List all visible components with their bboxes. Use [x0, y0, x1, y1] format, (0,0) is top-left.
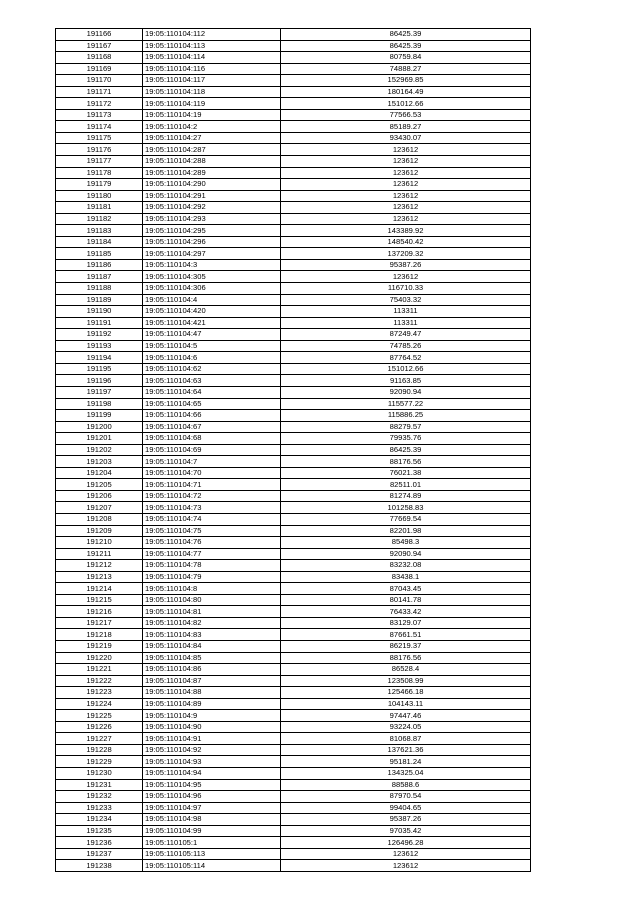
table-row [56, 29, 531, 41]
row-number-cell: 191198 [56, 398, 143, 410]
row-number-cell: 191222 [56, 675, 143, 687]
row-number-cell: 191191 [56, 317, 143, 329]
table-row [56, 306, 531, 318]
cadastral-number-cell: 19:05:110104:119 [143, 98, 281, 110]
value-cell: 80141.78 [281, 594, 531, 606]
value-cell: 95387.26 [281, 814, 531, 826]
cadastral-number-cell: 19:05:110104:8 [143, 583, 281, 595]
cadastral-number-cell: 19:05:110104:112 [143, 29, 281, 41]
cadastral-number-cell: 19:05:110104:90 [143, 721, 281, 733]
value-cell: 85498.3 [281, 537, 531, 549]
row-number-cell: 191186 [56, 259, 143, 271]
value-cell: 74785.26 [281, 340, 531, 352]
row-number-cell: 191176 [56, 144, 143, 156]
cadastral-number-cell: 19:05:110104:3 [143, 259, 281, 271]
cadastral-number-cell: 19:05:110104:296 [143, 236, 281, 248]
row-number-cell: 191173 [56, 109, 143, 121]
table-row [56, 248, 531, 260]
value-cell: 151012.66 [281, 98, 531, 110]
cadastral-number-cell: 19:05:110104:84 [143, 640, 281, 652]
row-number-cell: 191172 [56, 98, 143, 110]
cadastral-number-cell: 19:05:110105:114 [143, 860, 281, 872]
value-cell: 123612 [281, 202, 531, 214]
value-cell: 88588.6 [281, 779, 531, 791]
table-row [56, 259, 531, 271]
cadastral-number-cell: 19:05:110104:420 [143, 306, 281, 318]
value-cell: 82511.01 [281, 479, 531, 491]
row-number-cell: 191181 [56, 202, 143, 214]
table-row [56, 190, 531, 202]
cadastral-number-cell: 19:05:110104:65 [143, 398, 281, 410]
value-cell: 137209.32 [281, 248, 531, 260]
row-number-cell: 191234 [56, 814, 143, 826]
value-cell: 87043.45 [281, 583, 531, 595]
value-cell: 148540.42 [281, 236, 531, 248]
value-cell: 115577.22 [281, 398, 531, 410]
table-row [56, 814, 531, 826]
value-cell: 104143.11 [281, 698, 531, 710]
table-row [56, 363, 531, 375]
value-cell: 80759.84 [281, 52, 531, 64]
table-row [56, 421, 531, 433]
table-row [56, 444, 531, 456]
row-number-cell: 191175 [56, 132, 143, 144]
row-number-cell: 191168 [56, 52, 143, 64]
row-number-cell: 191190 [56, 306, 143, 318]
row-number-cell: 191214 [56, 583, 143, 595]
table-row [56, 340, 531, 352]
cadastral-number-cell: 19:05:110104:89 [143, 698, 281, 710]
cadastral-number-cell: 19:05:110104:83 [143, 629, 281, 641]
row-number-cell: 191202 [56, 444, 143, 456]
cadastral-number-cell: 19:05:110104:98 [143, 814, 281, 826]
row-number-cell: 191226 [56, 721, 143, 733]
row-number-cell: 191235 [56, 825, 143, 837]
table-row [56, 687, 531, 699]
row-number-cell: 191184 [56, 236, 143, 248]
row-number-cell: 191192 [56, 329, 143, 341]
row-number-cell: 191221 [56, 664, 143, 676]
table-row [56, 75, 531, 87]
row-number-cell: 191211 [56, 548, 143, 560]
row-number-cell: 191177 [56, 156, 143, 168]
row-number-cell: 191183 [56, 225, 143, 237]
value-cell: 86528.4 [281, 664, 531, 676]
table-row [56, 121, 531, 133]
value-cell: 81274.89 [281, 490, 531, 502]
value-cell: 123612 [281, 167, 531, 179]
row-number-cell: 191207 [56, 502, 143, 514]
table-row [56, 710, 531, 722]
cadastral-number-cell: 19:05:110104:117 [143, 75, 281, 87]
table-row [56, 433, 531, 445]
row-number-cell: 191200 [56, 421, 143, 433]
table-row [56, 837, 531, 849]
cadastral-number-cell: 19:05:110104:96 [143, 791, 281, 803]
cadastral-number-cell: 19:05:110104:85 [143, 652, 281, 664]
table-row [56, 109, 531, 121]
row-number-cell: 191206 [56, 490, 143, 502]
value-cell: 86425.39 [281, 40, 531, 52]
cadastral-number-cell: 19:05:110104:80 [143, 594, 281, 606]
table-row [56, 791, 531, 803]
value-cell: 115886.25 [281, 410, 531, 422]
cadastral-number-cell: 19:05:110104:78 [143, 560, 281, 572]
cadastral-number-cell: 19:05:110104:19 [143, 109, 281, 121]
cadastral-number-cell: 19:05:110104:5 [143, 340, 281, 352]
cadastral-number-cell: 19:05:110104:292 [143, 202, 281, 214]
cadastral-number-cell: 19:05:110104:118 [143, 86, 281, 98]
value-cell: 123612 [281, 848, 531, 860]
cadastral-number-cell: 19:05:110104:113 [143, 40, 281, 52]
row-number-cell: 191195 [56, 363, 143, 375]
row-number-cell: 191225 [56, 710, 143, 722]
value-cell: 93224.05 [281, 721, 531, 733]
row-number-cell: 191217 [56, 617, 143, 629]
table-row [56, 744, 531, 756]
cadastral-number-cell: 19:05:110104:305 [143, 271, 281, 283]
cadastral-number-cell: 19:05:110104:63 [143, 375, 281, 387]
row-number-cell: 191174 [56, 121, 143, 133]
table-row [56, 583, 531, 595]
cadastral-number-cell: 19:05:110104:297 [143, 248, 281, 260]
row-number-cell: 191180 [56, 190, 143, 202]
cadastral-number-cell: 19:05:110104:69 [143, 444, 281, 456]
cadastral-number-cell: 19:05:110104:64 [143, 386, 281, 398]
table-row [56, 606, 531, 618]
cadastral-number-cell: 19:05:110104:88 [143, 687, 281, 699]
value-cell: 97035.42 [281, 825, 531, 837]
row-number-cell: 191236 [56, 837, 143, 849]
cadastral-number-cell: 19:05:110104:95 [143, 779, 281, 791]
table-row [56, 202, 531, 214]
table-row [56, 213, 531, 225]
row-number-cell: 191187 [56, 271, 143, 283]
value-cell: 93430.07 [281, 132, 531, 144]
value-cell: 81068.87 [281, 733, 531, 745]
table-row [56, 698, 531, 710]
row-number-cell: 191228 [56, 744, 143, 756]
row-number-cell: 191170 [56, 75, 143, 87]
row-number-cell: 191166 [56, 29, 143, 41]
cadastral-number-cell: 19:05:110104:114 [143, 52, 281, 64]
value-cell: 123612 [281, 213, 531, 225]
cadastral-number-cell: 19:05:110104:9 [143, 710, 281, 722]
row-number-cell: 191223 [56, 687, 143, 699]
cadastral-number-cell: 19:05:110104:91 [143, 733, 281, 745]
table-row [56, 640, 531, 652]
row-number-cell: 191231 [56, 779, 143, 791]
value-cell: 75403.32 [281, 294, 531, 306]
cadastral-number-cell: 19:05:110104:77 [143, 548, 281, 560]
cadastral-number-cell: 19:05:110104:4 [143, 294, 281, 306]
value-cell: 88279.57 [281, 421, 531, 433]
table-row [56, 456, 531, 468]
cadastral-number-cell: 19:05:110104:79 [143, 571, 281, 583]
value-cell: 123612 [281, 156, 531, 168]
table-row [56, 617, 531, 629]
table-row [56, 144, 531, 156]
row-number-cell: 191188 [56, 283, 143, 295]
table-row [56, 398, 531, 410]
cadastral-number-cell: 19:05:110104:74 [143, 513, 281, 525]
value-cell: 113311 [281, 317, 531, 329]
value-cell: 87970.54 [281, 791, 531, 803]
table-row [56, 802, 531, 814]
value-cell: 97447.46 [281, 710, 531, 722]
value-cell: 151012.66 [281, 363, 531, 375]
table-row [56, 779, 531, 791]
table-row [56, 179, 531, 191]
table-row [56, 156, 531, 168]
cadastral-number-cell: 19:05:110104:290 [143, 179, 281, 191]
cadastral-number-cell: 19:05:110104:94 [143, 768, 281, 780]
cadastral-number-cell: 19:05:110104:67 [143, 421, 281, 433]
value-cell: 126496.28 [281, 837, 531, 849]
value-cell: 87764.52 [281, 352, 531, 364]
table-row [56, 525, 531, 537]
table-row [56, 594, 531, 606]
table-row [56, 548, 531, 560]
cadastral-number-cell: 19:05:110104:93 [143, 756, 281, 768]
cadastral-number-cell: 19:05:110104:27 [143, 132, 281, 144]
table-row [56, 560, 531, 572]
cadastral-number-cell: 19:05:110104:47 [143, 329, 281, 341]
cadastral-number-cell: 19:05:110104:291 [143, 190, 281, 202]
cadastral-number-cell: 19:05:110104:289 [143, 167, 281, 179]
table-row [56, 479, 531, 491]
cadastral-number-cell: 19:05:110104:73 [143, 502, 281, 514]
cadastral-number-cell: 19:05:110104:6 [143, 352, 281, 364]
value-cell: 95387.26 [281, 259, 531, 271]
table-row [56, 86, 531, 98]
row-number-cell: 191232 [56, 791, 143, 803]
value-cell: 123612 [281, 271, 531, 283]
cadastral-number-cell: 19:05:110104:99 [143, 825, 281, 837]
table-row [56, 721, 531, 733]
table-body [56, 29, 531, 872]
value-cell: 87249.47 [281, 329, 531, 341]
cadastral-number-cell: 19:05:110105:113 [143, 848, 281, 860]
table-row [56, 860, 531, 872]
row-number-cell: 191210 [56, 537, 143, 549]
cadastral-value-table [55, 28, 531, 872]
cadastral-number-cell: 19:05:110104:287 [143, 144, 281, 156]
row-number-cell: 191224 [56, 698, 143, 710]
value-cell: 99404.65 [281, 802, 531, 814]
value-cell: 86219.37 [281, 640, 531, 652]
cadastral-number-cell: 19:05:110104:97 [143, 802, 281, 814]
cadastral-number-cell: 19:05:110104:288 [143, 156, 281, 168]
cadastral-number-cell: 19:05:110104:70 [143, 467, 281, 479]
value-cell: 87661.51 [281, 629, 531, 641]
table-row [56, 236, 531, 248]
cadastral-number-cell: 19:05:110104:293 [143, 213, 281, 225]
row-number-cell: 191171 [56, 86, 143, 98]
value-cell: 76021.38 [281, 467, 531, 479]
value-cell: 86425.39 [281, 29, 531, 41]
cadastral-number-cell: 19:05:110104:76 [143, 537, 281, 549]
row-number-cell: 191215 [56, 594, 143, 606]
table-row [56, 467, 531, 479]
value-cell: 83438.1 [281, 571, 531, 583]
row-number-cell: 191185 [56, 248, 143, 260]
value-cell: 85189.27 [281, 121, 531, 133]
value-cell: 77566.53 [281, 109, 531, 121]
table-row [56, 756, 531, 768]
value-cell: 74888.27 [281, 63, 531, 75]
row-number-cell: 191216 [56, 606, 143, 618]
row-number-cell: 191201 [56, 433, 143, 445]
table-row [56, 733, 531, 745]
cadastral-number-cell: 19:05:110104:82 [143, 617, 281, 629]
table-row [56, 410, 531, 422]
cadastral-number-cell: 19:05:110104:87 [143, 675, 281, 687]
table-row [56, 675, 531, 687]
table-row [56, 63, 531, 75]
cadastral-number-cell: 19:05:110104:7 [143, 456, 281, 468]
row-number-cell: 191209 [56, 525, 143, 537]
table-row [56, 271, 531, 283]
table-row [56, 825, 531, 837]
table-row [56, 629, 531, 641]
row-number-cell: 191199 [56, 410, 143, 422]
table-row [56, 768, 531, 780]
table-row [56, 537, 531, 549]
value-cell: 134325.04 [281, 768, 531, 780]
row-number-cell: 191238 [56, 860, 143, 872]
row-number-cell: 191213 [56, 571, 143, 583]
cadastral-number-cell: 19:05:110104:66 [143, 410, 281, 422]
table-row [56, 329, 531, 341]
cadastral-number-cell: 19:05:110104:92 [143, 744, 281, 756]
table-row [56, 386, 531, 398]
value-cell: 76433.42 [281, 606, 531, 618]
table-row [56, 225, 531, 237]
value-cell: 143389.92 [281, 225, 531, 237]
value-cell: 95181.24 [281, 756, 531, 768]
row-number-cell: 191220 [56, 652, 143, 664]
value-cell: 113311 [281, 306, 531, 318]
cadastral-number-cell: 19:05:110104:68 [143, 433, 281, 445]
value-cell: 77669.54 [281, 513, 531, 525]
row-number-cell: 191178 [56, 167, 143, 179]
value-cell: 91163.85 [281, 375, 531, 387]
row-number-cell: 191229 [56, 756, 143, 768]
table-row [56, 167, 531, 179]
row-number-cell: 191167 [56, 40, 143, 52]
value-cell: 83232.08 [281, 560, 531, 572]
row-number-cell: 191197 [56, 386, 143, 398]
value-cell: 123612 [281, 860, 531, 872]
cadastral-number-cell: 19:05:110104:72 [143, 490, 281, 502]
value-cell: 137621.36 [281, 744, 531, 756]
row-number-cell: 191203 [56, 456, 143, 468]
row-number-cell: 191237 [56, 848, 143, 860]
value-cell: 123612 [281, 190, 531, 202]
table-row [56, 98, 531, 110]
table-row [56, 490, 531, 502]
cadastral-number-cell: 19:05:110104:62 [143, 363, 281, 375]
row-number-cell: 191196 [56, 375, 143, 387]
row-number-cell: 191230 [56, 768, 143, 780]
value-cell: 101258.83 [281, 502, 531, 514]
row-number-cell: 191212 [56, 560, 143, 572]
row-number-cell: 191169 [56, 63, 143, 75]
table-row [56, 375, 531, 387]
row-number-cell: 191194 [56, 352, 143, 364]
row-number-cell: 191204 [56, 467, 143, 479]
value-cell: 123612 [281, 144, 531, 156]
cadastral-number-cell: 19:05:110104:2 [143, 121, 281, 133]
value-cell: 86425.39 [281, 444, 531, 456]
table-row [56, 132, 531, 144]
value-cell: 116710.33 [281, 283, 531, 295]
cadastral-number-cell: 19:05:110104:81 [143, 606, 281, 618]
value-cell: 79935.76 [281, 433, 531, 445]
table-row [56, 848, 531, 860]
value-cell: 88176.56 [281, 652, 531, 664]
table-row [56, 40, 531, 52]
cadastral-number-cell: 19:05:110104:71 [143, 479, 281, 491]
table-row [56, 571, 531, 583]
table-row [56, 283, 531, 295]
value-cell: 82201.98 [281, 525, 531, 537]
value-cell: 88176.56 [281, 456, 531, 468]
row-number-cell: 191227 [56, 733, 143, 745]
value-cell: 123612 [281, 179, 531, 191]
table-row [56, 664, 531, 676]
table-row [56, 317, 531, 329]
value-cell: 123508.99 [281, 675, 531, 687]
cadastral-number-cell: 19:05:110104:295 [143, 225, 281, 237]
row-number-cell: 191205 [56, 479, 143, 491]
row-number-cell: 191219 [56, 640, 143, 652]
cadastral-number-cell: 19:05:110104:421 [143, 317, 281, 329]
value-cell: 92090.94 [281, 548, 531, 560]
table-row [56, 502, 531, 514]
row-number-cell: 191182 [56, 213, 143, 225]
row-number-cell: 191233 [56, 802, 143, 814]
row-number-cell: 191208 [56, 513, 143, 525]
value-cell: 180164.49 [281, 86, 531, 98]
value-cell: 152969.85 [281, 75, 531, 87]
value-cell: 83129.07 [281, 617, 531, 629]
table-row [56, 352, 531, 364]
table-row [56, 652, 531, 664]
cadastral-number-cell: 19:05:110104:306 [143, 283, 281, 295]
value-cell: 92090.94 [281, 386, 531, 398]
table-row [56, 52, 531, 64]
cadastral-number-cell: 19:05:110104:86 [143, 664, 281, 676]
table-row [56, 294, 531, 306]
row-number-cell: 191218 [56, 629, 143, 641]
row-number-cell: 191179 [56, 179, 143, 191]
row-number-cell: 191193 [56, 340, 143, 352]
table-row [56, 513, 531, 525]
cadastral-number-cell: 19:05:110105:1 [143, 837, 281, 849]
cadastral-number-cell: 19:05:110104:116 [143, 63, 281, 75]
row-number-cell: 191189 [56, 294, 143, 306]
value-cell: 125466.18 [281, 687, 531, 699]
cadastral-number-cell: 19:05:110104:75 [143, 525, 281, 537]
